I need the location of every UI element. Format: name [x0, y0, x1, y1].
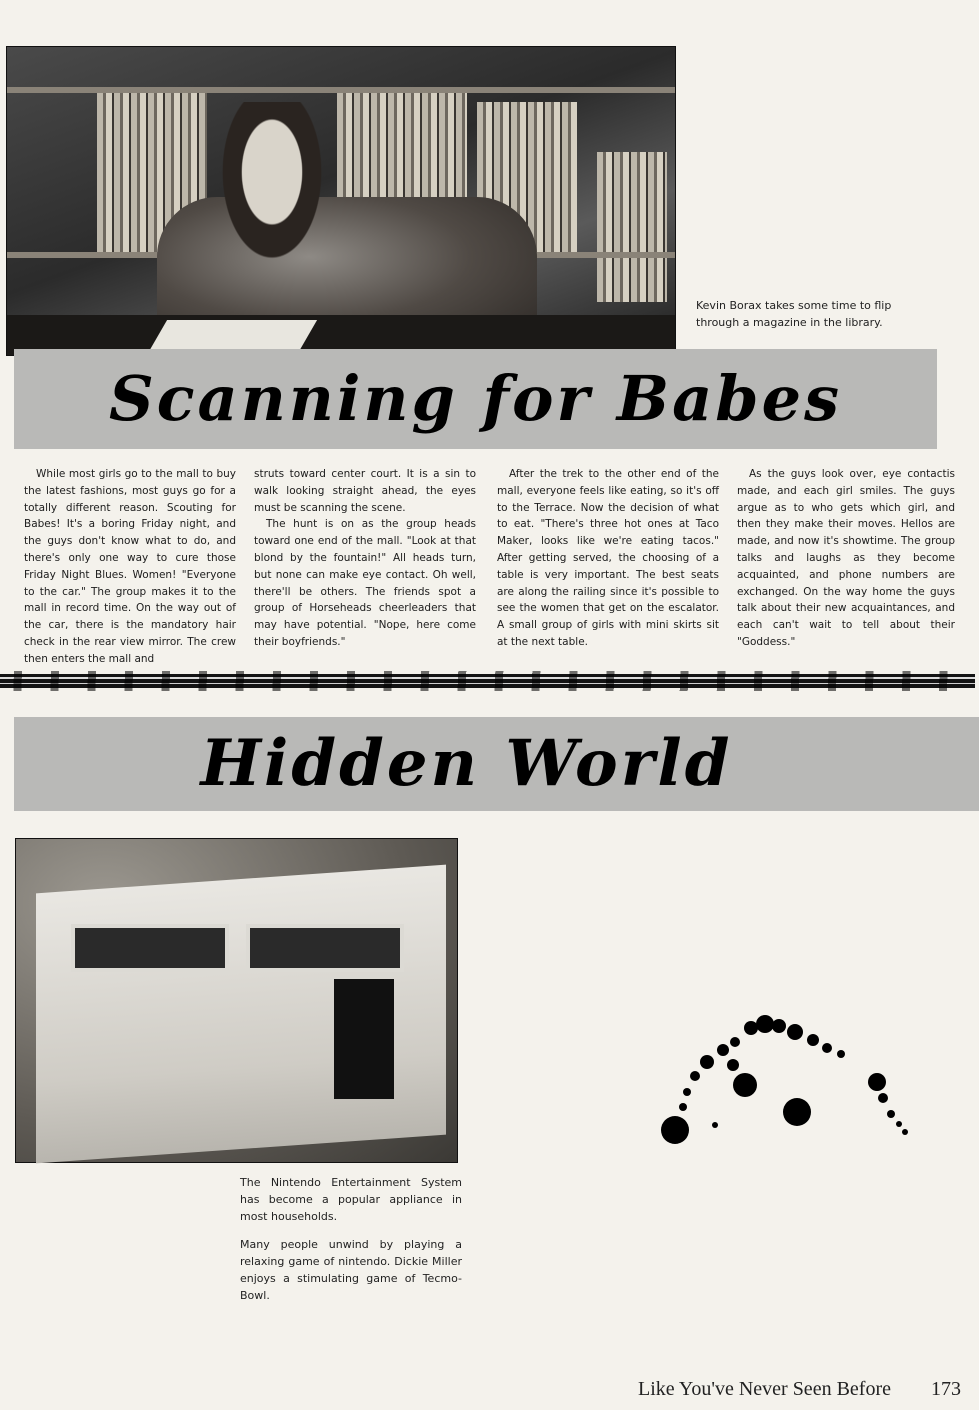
photo-caption: Kevin Borax takes some time to flip through a magazine in the library. [696, 299, 892, 329]
paragraph: struts toward center court. It is a sin to walk looking straight ahead, the eyes must be scanning the scene. [254, 468, 476, 514]
headline: Scanning for Babes [109, 362, 842, 435]
books [597, 152, 667, 302]
student-head [197, 102, 347, 302]
page-number: 173 [931, 1378, 961, 1400]
paragraph: While most girls go to the mall to buy the latest fashions, most guys go for a totally different reason. Scouting for Babes! It's a boring Friday night, and the guys don't know what to do, and there's only one way to cure those Friday Night Blues. Women! "Everyone to the car." The group makes it to the mall in record time. On the way out of the car, there is the mandatory hair check in the rear view mirror. The crew then enters the mall and [24, 468, 236, 665]
headline-banner [14, 349, 937, 449]
section-divider [0, 671, 975, 691]
running-footer: Like You've Never Seen Before [638, 1378, 891, 1400]
ink-splatter [655, 1010, 915, 1150]
headline-banner [14, 717, 979, 811]
article-column [737, 466, 955, 651]
cartridge-plug [334, 979, 394, 1099]
photo-caption: The Nintendo Entertainment System has become a popular appliance in most households. [240, 1176, 462, 1223]
paragraph: As the guys look over, eye contactis made, and each girl smiles. The guys argue as to who gets which girl, and then they make their moves. Hellos are made, and now it's showtime. The group talks and laughs as they become acquainted, and phone numbers are exchanged. On the way home the guys talk about their new acquaintances, and each can't wait to tell about their "Goddess." [737, 468, 955, 648]
controller [246, 924, 404, 972]
photo-caption: Many people unwind by playing a relaxing game of nintendo. Dickie Miller enjoys a stimulating game of Tecmo-Bowl. [240, 1238, 462, 1302]
paragraph: The hunt is on as the group heads toward one end of the mall. "Look at that blond by the fountain!" All heads turn, but none can make eye contact. Oh well, there'll be others. The friends spot a group of Horseheads cheerleaders that may have potential. "Nope, here come their boyfriends." [254, 518, 476, 648]
paragraph: After the trek to the other end of the mall, everyone feels like eating, so it's off to the Terrace. Now the decision of what to eat. "There's three hot ones at Taco Maker, looks like we're eating tacos." After getting served, the choosing of a table is very important. The best seats are along the railing since it's possible to see the women that get on the escalator. A small group of girls with mini skirts sit at the next table. [497, 468, 719, 648]
article-column [24, 466, 236, 668]
nintendo-photo [15, 838, 458, 1163]
controller [71, 924, 229, 972]
article-column [254, 466, 476, 651]
library-photo [6, 46, 676, 356]
headline: Hidden World [200, 726, 733, 801]
article-column [497, 466, 719, 651]
